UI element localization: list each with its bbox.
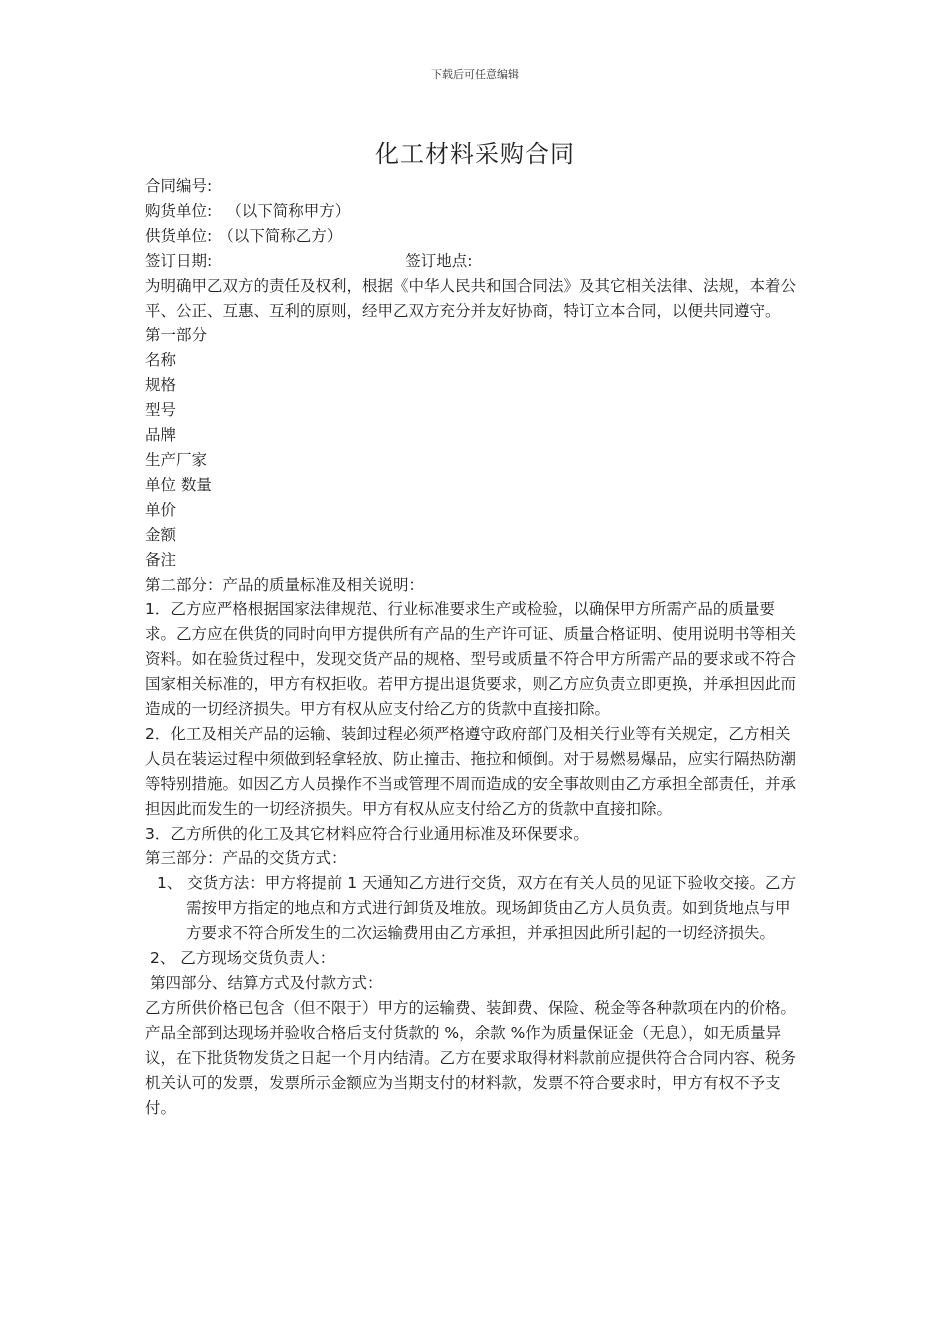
list-item: 规格 xyxy=(145,376,177,395)
list-item: 品牌 xyxy=(145,426,177,445)
document-title: 化工材料采购合同 xyxy=(375,140,575,168)
part4-heading: 第四部分、结算方式及付款方式： xyxy=(150,974,383,992)
part2-clause-1: 1．乙方应严格根据国家法律规范、行业标准要求生产或检验，以确保甲方所需产品的质量要求。乙方应在供货的同时向甲方提供所有产品的生产许可证、质量合格证明、使用说明书等相关资料。如在验货过程中，发现交货产品的规格、型号或质量不符合甲方所需产品的要求或不符合国家相关标准的，甲方有权拒收。若甲方提出退货要求，则乙方应负责立即更换，并承担因此而造成的一切经济损失。甲方有权从应支付给乙方的货款中直接扣除。 xyxy=(145,600,797,719)
list-item: 单位 数量 xyxy=(145,475,212,494)
sign-date-label: 签订日期: xyxy=(145,251,213,270)
buyer-label: 购货单位: xyxy=(145,201,213,220)
list-item: 金额 xyxy=(145,525,177,544)
supplier-field xyxy=(145,224,805,249)
part1-heading: 第一部分 xyxy=(145,326,208,345)
list-item: 名称 xyxy=(145,351,177,370)
buyer-field xyxy=(145,199,805,224)
buyer-note: （以下简称甲方） xyxy=(226,201,351,220)
contract-body xyxy=(145,174,805,1120)
sign-place-label: 签订地点: xyxy=(405,251,473,270)
part2-clause-2: 2．化工及相关产品的运输、装卸过程必须严格遵守政府部门及相关行业等有关规定，乙方相关人员在装运过程中须做到轻拿轻放、防止撞击、拖拉和倾倒。对于易燃易爆品，应实行隔热防潮等特别措施。如因乙方人员操作不当或管理不周而造成的安全事故则由乙方承担全部责任，并承担因此而发生的一切经济损失。甲方有权从应支付给乙方的货款中直接扣除。 xyxy=(145,724,797,818)
part2-heading: 第二部分：产品的质量标准及相关说明： xyxy=(145,575,425,594)
supplier-label: 供货单位: xyxy=(145,226,213,245)
part2-clause-3: 3．乙方所供的化工及其它材料应符合行业通用标准及环保要求。 xyxy=(145,824,589,843)
part3-item-2: 2、 乙方现场交货负责人： xyxy=(150,949,336,968)
header-note: 下载后可任意编辑 xyxy=(431,68,519,81)
part4-paragraph: 乙方所供价格已包含（但不限于）甲方的运输费、装卸费、保险、税金等各种款项在内的价格。产品全部到达现场并验收合格后支付货款的 %，余款 %作为质量保证金（无息），如无质量异议，在下批货物发货之日起一个月内结清。乙方在要求取得材料款前应提供符合合同内容、税务机关认可的发票，发票所示金额应为当期支付的材料款，发票不符合要求时，甲方有权不予支付。 xyxy=(145,998,797,1117)
signing-row xyxy=(145,249,805,274)
list-item: 单价 xyxy=(145,500,177,519)
list-item: 备注 xyxy=(145,550,177,569)
part3-item-1: 1、 交货方法：甲方将提前 1 天通知乙方进行交货，双方在有关人员的见证下验收交接。乙方需按甲方指定的地点和方式进行卸货及堆放。现场卸货由乙方人员负责。如到货地点与甲方要求不符合所发生的二次运输费用由乙方承担，并承担因此所引起的一切经济损失。 xyxy=(157,874,797,943)
supplier-note: （以下简称乙方） xyxy=(218,226,343,245)
part3-heading: 第三部分：产品的交货方式： xyxy=(145,849,347,868)
intro-paragraph: 为明确甲乙双方的责任及权利，根据《中华人民共和国合同法》及其它相关法律、法规，本着公平、公正、互惠、互利的原则，经甲乙双方充分并友好协商，特订立本合同，以便共同遵守。 xyxy=(145,276,797,320)
contract-number-field: 合同编号: xyxy=(145,177,213,195)
list-item: 型号 xyxy=(145,401,177,420)
list-item: 生产厂家 xyxy=(145,450,208,469)
